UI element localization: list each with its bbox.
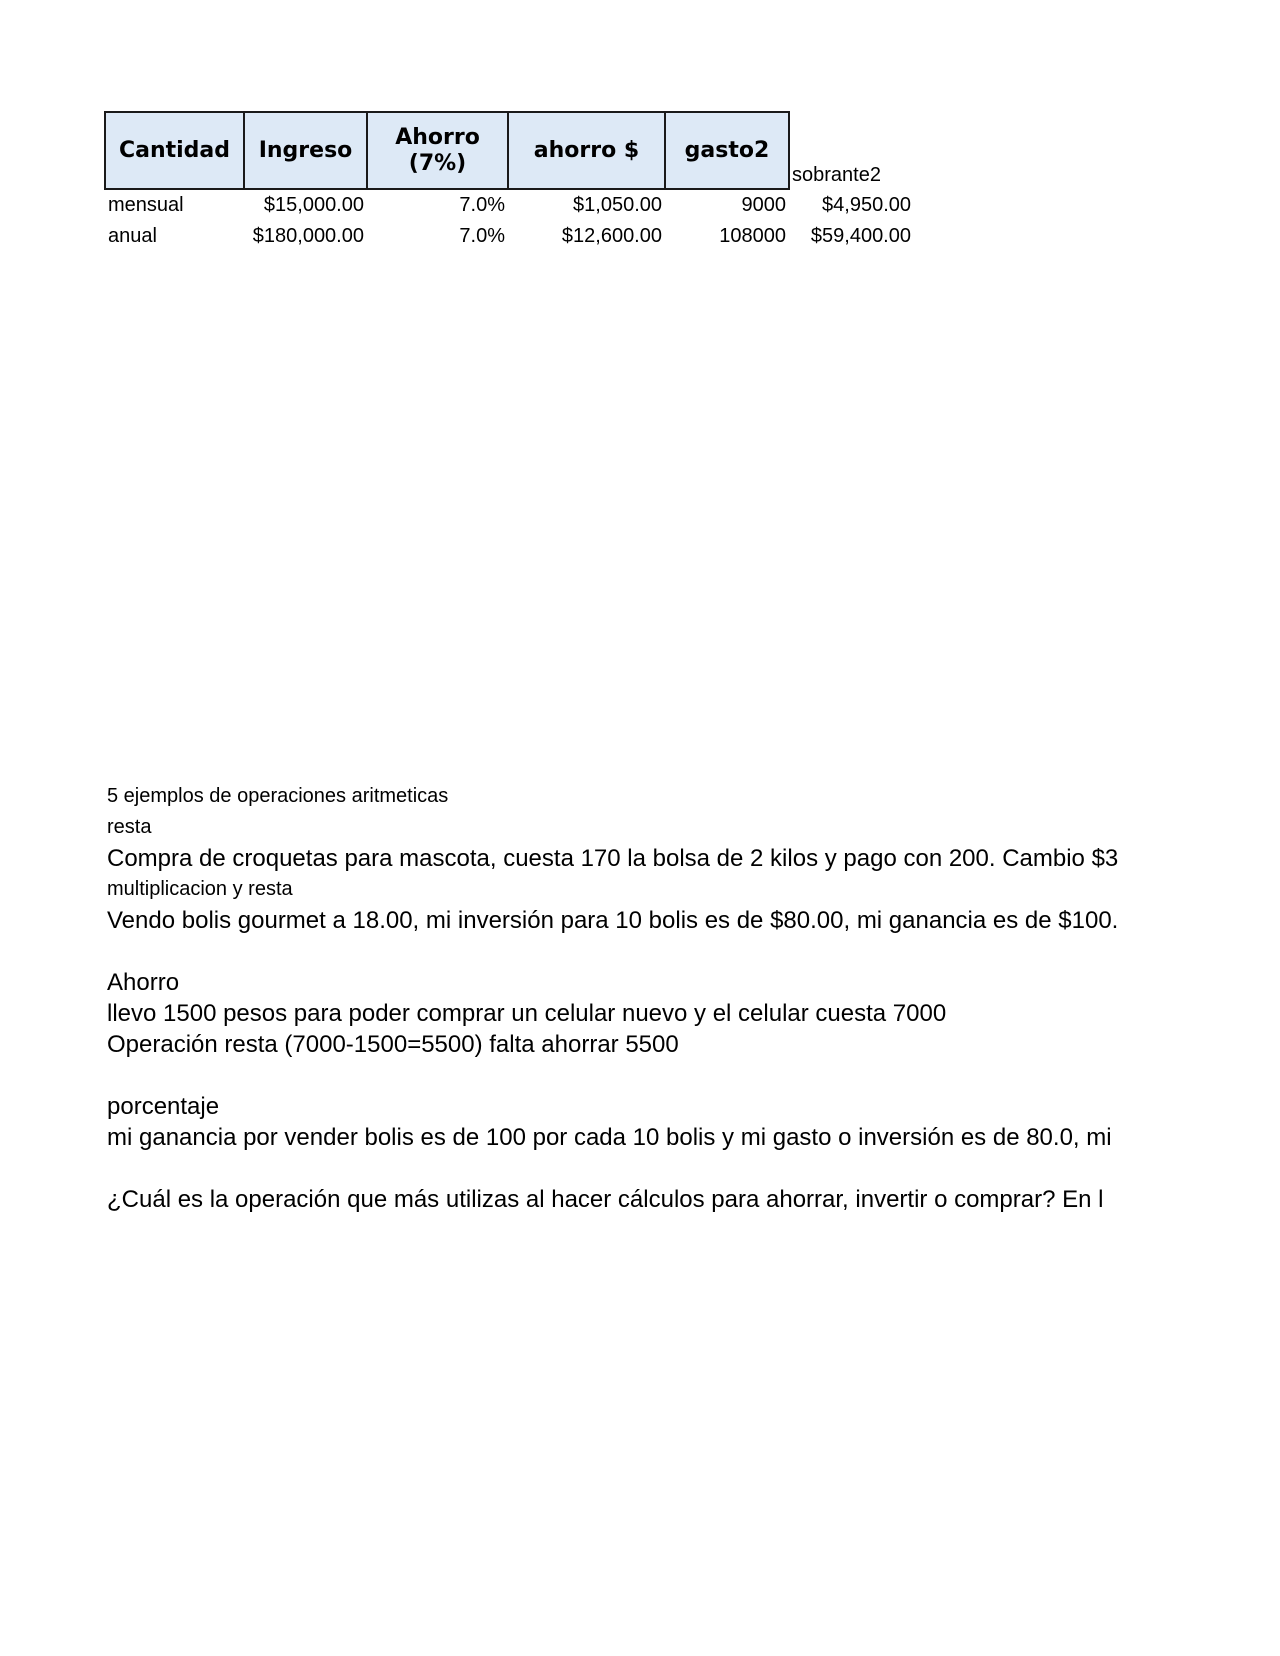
ahorro-text-2[interactable]: Operación resta (7000-1500=5500) falta ahorrar 5500: [107, 1031, 679, 1058]
header-ahorro-amt[interactable]: ahorro $: [508, 112, 665, 189]
cell-ahorro-pct[interactable]: 7.0%: [459, 225, 505, 247]
resta-label[interactable]: resta: [107, 816, 152, 838]
cell-ingreso[interactable]: $15,000.00: [263, 194, 364, 216]
table-row: [105, 221, 914, 252]
header-ahorro-pct[interactable]: [367, 112, 508, 189]
header-gasto[interactable]: gasto2: [665, 112, 789, 189]
porcentaje-label[interactable]: porcentaje: [107, 1093, 220, 1120]
cell-ingreso[interactable]: $180,000.00: [252, 225, 364, 247]
cell-label[interactable]: anual: [108, 225, 157, 247]
cell-label[interactable]: mensual: [108, 194, 184, 216]
cell-ahorro-amt[interactable]: $12,600.00: [561, 225, 662, 247]
ahorro-text-1[interactable]: llevo 1500 pesos para poder comprar un celular nuevo y el celular cuesta 7000: [107, 1000, 947, 1027]
cell-sobrante[interactable]: $59,400.00: [810, 225, 911, 247]
multiplicacion-label[interactable]: multiplicacion y resta: [107, 878, 293, 900]
cell-ahorro-amt[interactable]: $1,050.00: [573, 194, 662, 216]
notes-title[interactable]: 5 ejemplos de operaciones aritmeticas: [107, 785, 449, 807]
header-cantidad[interactable]: Cantidad: [105, 112, 244, 189]
header-ahorro-pct-text: Ahorro (7%): [395, 124, 480, 176]
cell-gasto[interactable]: 9000: [741, 194, 786, 216]
porcentaje-text[interactable]: mi ganancia por vender bolis es de 100 por cada 10 bolis y mi gasto o inversión es de 80.0, mi: [107, 1124, 1112, 1151]
savings-table: [104, 111, 914, 252]
question-text[interactable]: ¿Cuál es la operación que más utilizas al hacer cálculos para ahorrar, invertir o comprar? En l: [107, 1186, 1104, 1213]
cell-ahorro-pct[interactable]: 7.0%: [459, 194, 505, 216]
multiplicacion-text[interactable]: Vendo bolis gourmet a 18.00, mi inversión para 10 bolis es de $80.00, mi ganancia es de $100.: [107, 907, 1119, 934]
table-row: [105, 189, 914, 221]
header-ingreso[interactable]: Ingreso: [244, 112, 367, 189]
cell-sobrante[interactable]: $4,950.00: [822, 193, 911, 216]
cell-gasto[interactable]: 108000: [719, 225, 786, 247]
resta-text[interactable]: Compra de croquetas para mascota, cuesta 170 la bolsa de 2 kilos y pago con 200. Cambio $3: [107, 845, 1119, 872]
table-header-row: [105, 112, 914, 189]
header-sobrante[interactable]: sobrante2: [792, 164, 881, 186]
ahorro-label[interactable]: Ahorro: [107, 969, 180, 996]
